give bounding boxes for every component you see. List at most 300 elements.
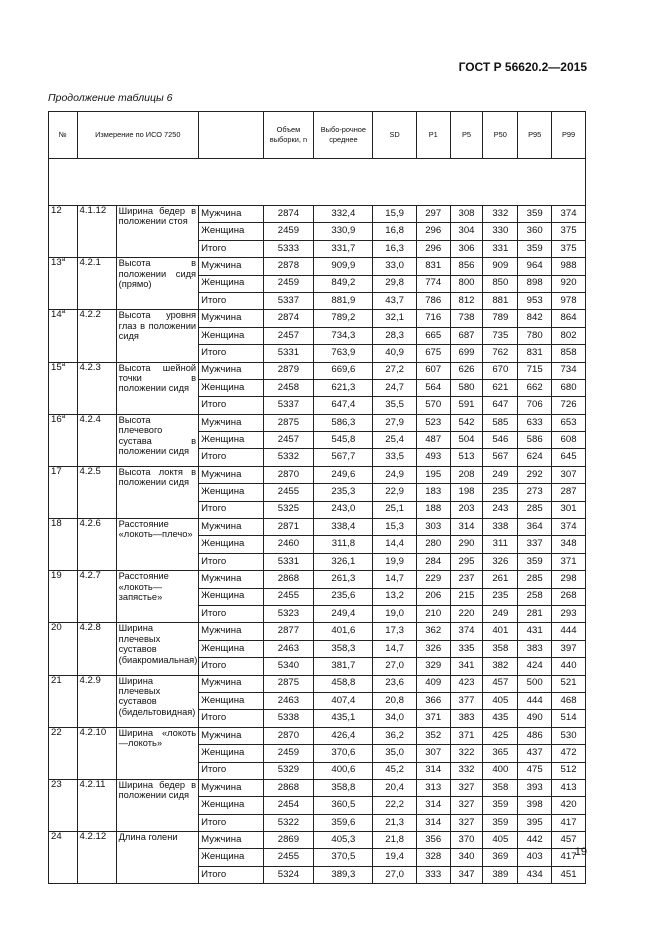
mean-value: 647,4 bbox=[314, 397, 373, 414]
measurement-name: Ширина «локоть—локоть» bbox=[116, 727, 198, 779]
group-label: Итого bbox=[199, 762, 263, 779]
p1-value: 303 bbox=[416, 519, 450, 536]
group-label: Итого bbox=[199, 605, 263, 622]
group-label: Итого bbox=[199, 710, 263, 727]
sd-value: 45,2 bbox=[373, 762, 416, 779]
p5-value: 504 bbox=[450, 432, 483, 449]
p50-value: 330 bbox=[483, 223, 518, 240]
p99-value: 374 bbox=[552, 206, 586, 223]
footnote-mark: а bbox=[61, 308, 66, 316]
p1-value: 210 bbox=[416, 605, 450, 622]
p1-value: 296 bbox=[416, 223, 450, 240]
p50-value: 435 bbox=[483, 710, 518, 727]
header-p95: P95 bbox=[518, 112, 552, 159]
sd-value: 35,5 bbox=[373, 397, 416, 414]
mean-value: 243,0 bbox=[314, 501, 373, 518]
sample-size: 2875 bbox=[263, 675, 314, 692]
p99-value: 858 bbox=[552, 345, 586, 362]
p1-value: 675 bbox=[416, 345, 450, 362]
iso-code: 4.2.8 bbox=[77, 623, 116, 675]
mean-value: 567,7 bbox=[314, 449, 373, 466]
p5-value: 327 bbox=[450, 779, 483, 796]
p99-value: 301 bbox=[552, 501, 586, 518]
p50-value: 585 bbox=[483, 414, 518, 431]
sample-size: 2463 bbox=[263, 692, 314, 709]
mean-value: 909,9 bbox=[314, 258, 373, 275]
group-label: Итого bbox=[199, 397, 263, 414]
measurement-name: Расстояние «локоть—запястье» bbox=[116, 571, 198, 623]
p99-value: 457 bbox=[552, 832, 586, 849]
p50-value: 567 bbox=[483, 449, 518, 466]
sample-size: 5337 bbox=[263, 397, 314, 414]
sample-size: 5331 bbox=[263, 553, 314, 570]
sample-size: 2457 bbox=[263, 327, 314, 344]
p5-value: 308 bbox=[450, 206, 483, 223]
group-label: Итого bbox=[199, 501, 263, 518]
p5-value: 580 bbox=[450, 379, 483, 396]
p95-value: 442 bbox=[518, 832, 552, 849]
p50-value: 762 bbox=[483, 345, 518, 362]
table-row bbox=[49, 414, 586, 431]
sd-value: 25,4 bbox=[373, 432, 416, 449]
measurement-name: Высота уровня глаз в положении сидя bbox=[116, 310, 198, 362]
sample-size: 2455 bbox=[263, 588, 314, 605]
p1-value: 564 bbox=[416, 379, 450, 396]
table-header-row bbox=[49, 112, 586, 159]
p99-value: 348 bbox=[552, 536, 586, 553]
sample-size: 5323 bbox=[263, 605, 314, 622]
p50-value: 400 bbox=[483, 762, 518, 779]
p99-value: 451 bbox=[552, 866, 586, 883]
p50-value: 401 bbox=[483, 623, 518, 640]
p1-value: 523 bbox=[416, 414, 450, 431]
p99-value: 417 bbox=[552, 849, 586, 866]
p1-value: 188 bbox=[416, 501, 450, 518]
footnote-mark: а bbox=[61, 412, 66, 420]
sample-size: 2871 bbox=[263, 519, 314, 536]
p5-value: 738 bbox=[450, 310, 483, 327]
header-p1: P1 bbox=[416, 112, 450, 159]
group-label: Женщина bbox=[199, 432, 263, 449]
p95-value: 364 bbox=[518, 519, 552, 536]
p1-value: 326 bbox=[416, 640, 450, 657]
table-row bbox=[49, 623, 586, 640]
sample-size: 2870 bbox=[263, 727, 314, 744]
p95-value: 624 bbox=[518, 449, 552, 466]
p95-value: 359 bbox=[518, 206, 552, 223]
table-body bbox=[49, 206, 586, 884]
p1-value: 607 bbox=[416, 362, 450, 379]
p99-value: 530 bbox=[552, 727, 586, 744]
header-p99: P99 bbox=[552, 112, 586, 159]
p1-value: 716 bbox=[416, 310, 450, 327]
p95-value: 586 bbox=[518, 432, 552, 449]
group-label: Мужчина bbox=[199, 414, 263, 431]
sample-size: 2455 bbox=[263, 484, 314, 501]
iso-code: 4.2.9 bbox=[77, 675, 116, 727]
p1-value: 307 bbox=[416, 745, 450, 762]
p95-value: 434 bbox=[518, 866, 552, 883]
table-row bbox=[49, 727, 586, 744]
mean-value: 359,6 bbox=[314, 814, 373, 831]
p50-value: 332 bbox=[483, 206, 518, 223]
p50-value: 546 bbox=[483, 432, 518, 449]
row-number: 12 bbox=[49, 206, 78, 258]
p95-value: 831 bbox=[518, 345, 552, 362]
p5-value: 687 bbox=[450, 327, 483, 344]
data-table bbox=[48, 111, 586, 884]
sd-value: 34,0 bbox=[373, 710, 416, 727]
p1-value: 493 bbox=[416, 449, 450, 466]
p99-value: 268 bbox=[552, 588, 586, 605]
mean-value: 358,8 bbox=[314, 779, 373, 796]
p99-value: 293 bbox=[552, 605, 586, 622]
p1-value: 774 bbox=[416, 275, 450, 292]
sample-size: 5324 bbox=[263, 866, 314, 883]
sample-size: 5331 bbox=[263, 345, 314, 362]
p95-value: 393 bbox=[518, 779, 552, 796]
p95-value: 292 bbox=[518, 466, 552, 483]
sd-value: 27,9 bbox=[373, 414, 416, 431]
p5-value: 377 bbox=[450, 692, 483, 709]
mean-value: 331,7 bbox=[314, 240, 373, 257]
header-sd: SD bbox=[373, 112, 416, 159]
p99-value: 444 bbox=[552, 623, 586, 640]
p95-value: 273 bbox=[518, 484, 552, 501]
table-caption: Продолжение таблицы 6 bbox=[48, 92, 173, 104]
group-label: Мужчина bbox=[199, 779, 263, 796]
row-number: $13^а$ bbox=[49, 258, 78, 310]
p1-value: 352 bbox=[416, 727, 450, 744]
sd-value: 32,1 bbox=[373, 310, 416, 327]
p99-value: 374 bbox=[552, 519, 586, 536]
table-row bbox=[49, 571, 586, 588]
sd-value: 14,7 bbox=[373, 640, 416, 657]
sd-value: 16,3 bbox=[373, 240, 416, 257]
sd-value: 29,8 bbox=[373, 275, 416, 292]
sd-value: 14,4 bbox=[373, 536, 416, 553]
p50-value: 359 bbox=[483, 797, 518, 814]
p99-value: 375 bbox=[552, 240, 586, 257]
iso-code: 4.2.5 bbox=[77, 466, 116, 518]
p95-value: 490 bbox=[518, 710, 552, 727]
p99-value: 420 bbox=[552, 797, 586, 814]
p1-value: 665 bbox=[416, 327, 450, 344]
iso-code: 4.2.11 bbox=[77, 779, 116, 831]
header-spacer-row bbox=[49, 159, 586, 206]
p1-value: 366 bbox=[416, 692, 450, 709]
p50-value: 358 bbox=[483, 640, 518, 657]
p95-value: 281 bbox=[518, 605, 552, 622]
sd-value: 15,3 bbox=[373, 519, 416, 536]
p5-value: 237 bbox=[450, 571, 483, 588]
row-number: $14^а$ bbox=[49, 310, 78, 362]
p50-value: 261 bbox=[483, 571, 518, 588]
group-label: Женщина bbox=[199, 849, 263, 866]
p5-value: 812 bbox=[450, 292, 483, 309]
mean-value: 389,3 bbox=[314, 866, 373, 883]
measurement-name: Высота локтя в положении сидя bbox=[116, 466, 198, 518]
measurement-name: Ширина бедер в положении стоя bbox=[116, 206, 198, 258]
p5-value: 856 bbox=[450, 258, 483, 275]
sample-size: 2875 bbox=[263, 414, 314, 431]
p99-value: 988 bbox=[552, 258, 586, 275]
p95-value: 285 bbox=[518, 501, 552, 518]
p5-value: 327 bbox=[450, 797, 483, 814]
p95-value: 360 bbox=[518, 223, 552, 240]
p50-value: 358 bbox=[483, 779, 518, 796]
p50-value: 909 bbox=[483, 258, 518, 275]
group-label: Женщина bbox=[199, 379, 263, 396]
p1-value: 328 bbox=[416, 849, 450, 866]
mean-value: 789,2 bbox=[314, 310, 373, 327]
p5-value: 290 bbox=[450, 536, 483, 553]
p50-value: 359 bbox=[483, 814, 518, 831]
group-label: Мужчина bbox=[199, 466, 263, 483]
sample-size: 5332 bbox=[263, 449, 314, 466]
measurement-name: Высота шейной точки в положении сидя bbox=[116, 362, 198, 414]
p1-value: 314 bbox=[416, 814, 450, 831]
mean-value: 360,5 bbox=[314, 797, 373, 814]
p1-value: 786 bbox=[416, 292, 450, 309]
iso-code: 4.2.1 bbox=[77, 258, 116, 310]
p5-value: 347 bbox=[450, 866, 483, 883]
iso-code: 4.2.2 bbox=[77, 310, 116, 362]
sample-size: 2870 bbox=[263, 466, 314, 483]
iso-code: 4.2.4 bbox=[77, 414, 116, 466]
sd-value: 33,5 bbox=[373, 449, 416, 466]
group-label: Женщина bbox=[199, 327, 263, 344]
p5-value: 383 bbox=[450, 710, 483, 727]
p95-value: 431 bbox=[518, 623, 552, 640]
p99-value: 440 bbox=[552, 658, 586, 675]
group-label: Итого bbox=[199, 866, 263, 883]
p1-value: 333 bbox=[416, 866, 450, 883]
p50-value: 331 bbox=[483, 240, 518, 257]
p1-value: 329 bbox=[416, 658, 450, 675]
p5-value: 591 bbox=[450, 397, 483, 414]
p1-value: 296 bbox=[416, 240, 450, 257]
iso-code: 4.2.3 bbox=[77, 362, 116, 414]
p95-value: 842 bbox=[518, 310, 552, 327]
p1-value: 280 bbox=[416, 536, 450, 553]
mean-value: 849,2 bbox=[314, 275, 373, 292]
sd-value: 43,7 bbox=[373, 292, 416, 309]
p99-value: 417 bbox=[552, 814, 586, 831]
p99-value: 608 bbox=[552, 432, 586, 449]
header-p50: P50 bbox=[483, 112, 518, 159]
header-no: № bbox=[49, 112, 78, 159]
p1-value: 297 bbox=[416, 206, 450, 223]
sample-size: 2877 bbox=[263, 623, 314, 640]
p5-value: 340 bbox=[450, 849, 483, 866]
group-label: Женщина bbox=[199, 223, 263, 240]
p99-value: 978 bbox=[552, 292, 586, 309]
p50-value: 621 bbox=[483, 379, 518, 396]
p50-value: 243 bbox=[483, 501, 518, 518]
group-label: Мужчина bbox=[199, 362, 263, 379]
p1-value: 284 bbox=[416, 553, 450, 570]
p1-value: 183 bbox=[416, 484, 450, 501]
p99-value: 375 bbox=[552, 223, 586, 240]
sample-size: 2869 bbox=[263, 832, 314, 849]
iso-code: 4.2.7 bbox=[77, 571, 116, 623]
sd-value: 27,0 bbox=[373, 658, 416, 675]
p5-value: 198 bbox=[450, 484, 483, 501]
sample-size: 5322 bbox=[263, 814, 314, 831]
p50-value: 235 bbox=[483, 484, 518, 501]
group-label: Мужчина bbox=[199, 675, 263, 692]
row-number: $15^а$ bbox=[49, 362, 78, 414]
group-label: Мужчина bbox=[199, 310, 263, 327]
mean-value: 458,8 bbox=[314, 675, 373, 692]
p95-value: 403 bbox=[518, 849, 552, 866]
group-label: Женщина bbox=[199, 745, 263, 762]
p1-value: 570 bbox=[416, 397, 450, 414]
p1-value: 371 bbox=[416, 710, 450, 727]
sd-value: 23,6 bbox=[373, 675, 416, 692]
p99-value: 468 bbox=[552, 692, 586, 709]
p50-value: 249 bbox=[483, 466, 518, 483]
table-row bbox=[49, 206, 586, 223]
row-number: 24 bbox=[49, 832, 78, 884]
p5-value: 626 bbox=[450, 362, 483, 379]
mean-value: 332,4 bbox=[314, 206, 373, 223]
p95-value: 437 bbox=[518, 745, 552, 762]
sample-size: 5325 bbox=[263, 501, 314, 518]
p50-value: 670 bbox=[483, 362, 518, 379]
table-row bbox=[49, 832, 586, 849]
group-label: Итого bbox=[199, 292, 263, 309]
p5-value: 335 bbox=[450, 640, 483, 657]
measurement-name: Длина голени bbox=[116, 832, 198, 884]
sample-size: 2454 bbox=[263, 797, 314, 814]
p5-value: 332 bbox=[450, 762, 483, 779]
p50-value: 405 bbox=[483, 832, 518, 849]
p95-value: 359 bbox=[518, 553, 552, 570]
p95-value: 395 bbox=[518, 814, 552, 831]
footnote-mark: а bbox=[61, 360, 66, 368]
sample-size: 2460 bbox=[263, 536, 314, 553]
sample-size: 2874 bbox=[263, 206, 314, 223]
sd-value: 20,8 bbox=[373, 692, 416, 709]
mean-value: 407,4 bbox=[314, 692, 373, 709]
mean-value: 405,3 bbox=[314, 832, 373, 849]
sample-size: 5329 bbox=[263, 762, 314, 779]
group-label: Женщина bbox=[199, 275, 263, 292]
p1-value: 356 bbox=[416, 832, 450, 849]
p99-value: 512 bbox=[552, 762, 586, 779]
p50-value: 326 bbox=[483, 553, 518, 570]
p95-value: 715 bbox=[518, 362, 552, 379]
p95-value: 964 bbox=[518, 258, 552, 275]
sd-value: 33,0 bbox=[373, 258, 416, 275]
sample-size: 2459 bbox=[263, 275, 314, 292]
sd-value: 19,4 bbox=[373, 849, 416, 866]
sample-size: 2868 bbox=[263, 571, 314, 588]
sd-value: 15,9 bbox=[373, 206, 416, 223]
header-empty bbox=[199, 112, 263, 159]
p99-value: 726 bbox=[552, 397, 586, 414]
sample-size: 2458 bbox=[263, 379, 314, 396]
group-label: Мужчина bbox=[199, 727, 263, 744]
sample-size: 5337 bbox=[263, 292, 314, 309]
p1-value: 487 bbox=[416, 432, 450, 449]
group-label: Мужчина bbox=[199, 623, 263, 640]
p5-value: 341 bbox=[450, 658, 483, 675]
sd-value: 28,3 bbox=[373, 327, 416, 344]
p95-value: 258 bbox=[518, 588, 552, 605]
p5-value: 327 bbox=[450, 814, 483, 831]
header-spacer bbox=[49, 159, 586, 206]
p50-value: 235 bbox=[483, 588, 518, 605]
mean-value: 326,1 bbox=[314, 553, 373, 570]
p99-value: 298 bbox=[552, 571, 586, 588]
row-number: 18 bbox=[49, 519, 78, 571]
mean-value: 435,1 bbox=[314, 710, 373, 727]
sd-value: 22,2 bbox=[373, 797, 416, 814]
p1-value: 229 bbox=[416, 571, 450, 588]
p5-value: 306 bbox=[450, 240, 483, 257]
p5-value: 374 bbox=[450, 623, 483, 640]
table-row bbox=[49, 362, 586, 379]
measurement-name: Расстояние «локоть—плечо» bbox=[116, 519, 198, 571]
footnote-mark: а bbox=[61, 255, 66, 263]
sd-value: 25,1 bbox=[373, 501, 416, 518]
p95-value: 662 bbox=[518, 379, 552, 396]
measurement-name: Ширина плечевых суставов (биакромиальная) bbox=[116, 623, 198, 675]
sample-size: 2457 bbox=[263, 432, 314, 449]
p95-value: 285 bbox=[518, 571, 552, 588]
mean-value: 381,7 bbox=[314, 658, 373, 675]
sample-size: 2874 bbox=[263, 310, 314, 327]
p50-value: 369 bbox=[483, 849, 518, 866]
p99-value: 287 bbox=[552, 484, 586, 501]
table-row bbox=[49, 779, 586, 796]
iso-code: 4.1.12 bbox=[77, 206, 116, 258]
p5-value: 370 bbox=[450, 832, 483, 849]
p95-value: 706 bbox=[518, 397, 552, 414]
p1-value: 195 bbox=[416, 466, 450, 483]
sd-value: 21,3 bbox=[373, 814, 416, 831]
p95-value: 780 bbox=[518, 327, 552, 344]
mean-value: 358,3 bbox=[314, 640, 373, 657]
group-label: Женщина bbox=[199, 536, 263, 553]
p99-value: 864 bbox=[552, 310, 586, 327]
row-number: 22 bbox=[49, 727, 78, 779]
iso-code: 4.2.12 bbox=[77, 832, 116, 884]
page-number: 19 bbox=[574, 846, 587, 858]
p50-value: 405 bbox=[483, 692, 518, 709]
group-label: Мужчина bbox=[199, 571, 263, 588]
group-label: Итого bbox=[199, 658, 263, 675]
mean-value: 400,6 bbox=[314, 762, 373, 779]
mean-value: 249,4 bbox=[314, 605, 373, 622]
p5-value: 295 bbox=[450, 553, 483, 570]
p99-value: 802 bbox=[552, 327, 586, 344]
sample-size: 5338 bbox=[263, 710, 314, 727]
mean-value: 545,8 bbox=[314, 432, 373, 449]
p50-value: 425 bbox=[483, 727, 518, 744]
mean-value: 311,8 bbox=[314, 536, 373, 553]
p5-value: 371 bbox=[450, 727, 483, 744]
sd-value: 17,3 bbox=[373, 623, 416, 640]
p1-value: 831 bbox=[416, 258, 450, 275]
p99-value: 371 bbox=[552, 553, 586, 570]
sd-value: 19,0 bbox=[373, 605, 416, 622]
sd-value: 22,9 bbox=[373, 484, 416, 501]
group-label: Итого bbox=[199, 553, 263, 570]
